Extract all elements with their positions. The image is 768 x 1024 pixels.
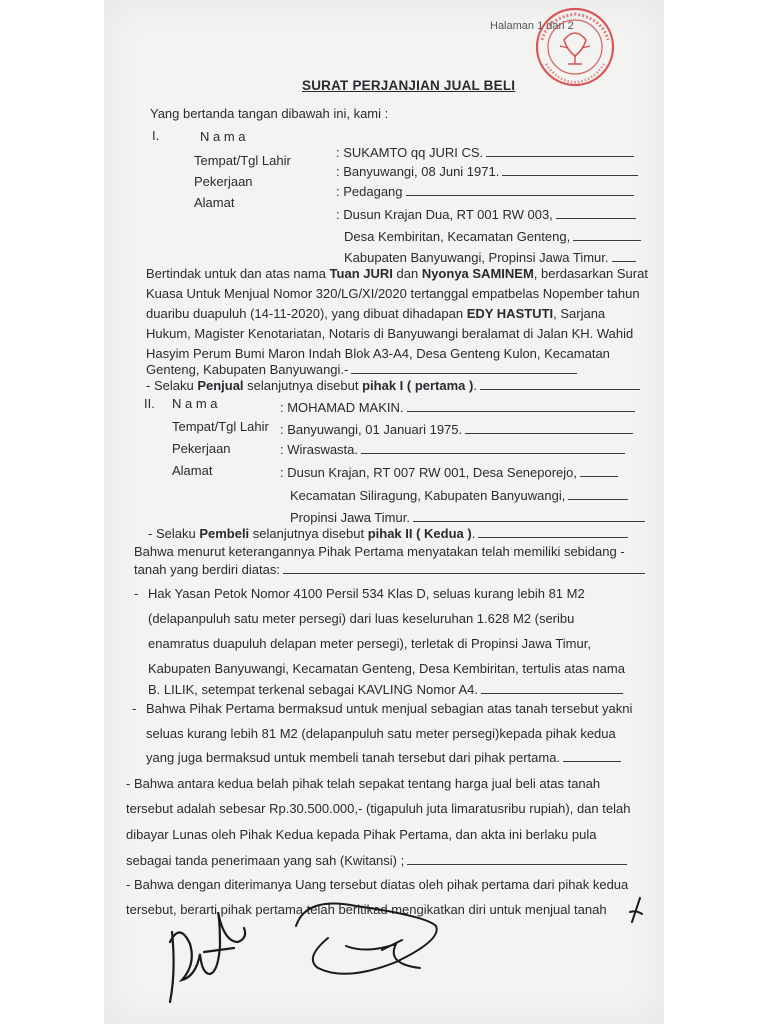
party2-number: II. <box>144 396 155 411</box>
party2-address-line3: Propinsi Jawa Timur. <box>290 510 645 526</box>
acting-line-2: Kuasa Untuk Menjual Nomor 320/LG/XI/2020 tertanggal empatbelas Nopember tahun <box>146 286 640 301</box>
item2-line-2: seluas kurang lebih 81 M2 (delapanpuluh satu meter persegi)kepada pihak kedua <box>146 726 616 741</box>
item1-line-4: Kabupaten Banyuwangi, Kecamatan Genteng, Desa Kembiritan, tertulis atas nama <box>148 661 625 676</box>
acting-line-4: Hukum, Magister Kenotariatan, Notaris di Banyuwangi beralamat di Jalan KH. Wahid <box>146 326 634 341</box>
item1-line-3: enamratus duapuluh delapan meter persegi), terletak di Propinsi Jawa Timur, <box>148 636 591 651</box>
acting-line-3: duaribu duapuluh (14-11-2020), yang dibuat dihadapan EDY HASTUTI, Sarjana <box>146 306 606 321</box>
buyer-role-line: - Selaku Pembeli selanjutnya disebut pihak II ( Kedua ). <box>148 526 628 542</box>
party2-value-address: : Dusun Krajan, RT 007 RW 001, Desa Seneporejo, <box>280 465 618 481</box>
notary-stamp <box>534 6 616 88</box>
party2-address-line2: Kecamatan Siliragung, Kabupaten Banyuwangi, <box>290 488 628 504</box>
acting-line-5: Hasyim Perum Bumi Maron Indah Blok A3-A4, Desa Genteng Kulon, Kecamatan <box>146 346 610 361</box>
item4-line-2: tersebut, berarti pihak pertama telah beritikad mengikatkan diri untuk menjual tanah <box>126 902 607 917</box>
party2-label-name: N a m a <box>172 396 218 411</box>
party2-value-birth: : Banyuwangi, 01 Januari 1975. <box>280 422 633 438</box>
party2-label-job: Pekerjaan <box>172 441 231 456</box>
item4-line-1: - Bahwa dengan diterimanya Uang tersebut diatas oleh pihak pertama dari pihak kedua <box>126 877 629 892</box>
party1-number: I. <box>152 128 160 143</box>
party1-value-name: : SUKAMTO qq JURI CS. <box>336 145 634 161</box>
party1-label-name: N a m a <box>200 129 246 144</box>
initial-mark <box>626 896 646 926</box>
seller-role-line: - Selaku Penjual selanjutnya disebut pihak I ( pertama ). <box>146 378 640 394</box>
item3-line-1: - Bahwa antara kedua belah pihak telah sepakat tentang harga jual beli atas tanah <box>126 776 601 791</box>
item3-line-4: sebagai tanda penerimaan yang sah (Kwitansi) ; <box>126 853 627 869</box>
item1-line-2: (delapanpuluh satu meter persegi) dari luas keseluruhan 1.628 M2 (seribu <box>148 611 575 626</box>
signature-right <box>286 896 446 986</box>
document-page <box>104 0 664 1024</box>
party2-label-birth: Tempat/Tgl Lahir <box>172 419 269 434</box>
party1-label-address: Alamat <box>194 195 235 210</box>
party1-value-birth: : Banyuwangi, 08 Juni 1971. <box>336 164 638 180</box>
item2-bullet: - <box>132 701 137 716</box>
party1-address-line2: Desa Kembiritan, Kecamatan Genteng, <box>344 229 641 245</box>
party1-address-line3: Kabupaten Banyuwangi, Propinsi Jawa Timur. <box>344 250 636 266</box>
item3-line-2: tersebut adalah sebesar Rp.30.500.000,- (tigapuluh juta limaratusribu rupiah), dan telah <box>126 801 631 816</box>
item1-line-1: Hak Yasan Petok Nomor 4100 Persil 534 Klas D, seluas kurang lebih 81 M2 <box>148 586 585 601</box>
acting-line-1: Bertindak untuk dan atas nama Tuan JURI dan Nyonya SAMINEM, berdasarkan Surat <box>146 266 648 281</box>
statement-line-2: tanah yang berdiri diatas: <box>134 562 645 578</box>
statement-line-1: Bahwa menurut keterangannya Pihak Pertama menyatakan telah memiliki sebidang - <box>134 544 625 559</box>
acting-line-6: Genteng, Kabupaten Banyuwangi.- <box>146 362 577 378</box>
item3-line-3: dibayar Lunas oleh Pihak Kedua kepada Pihak Pertama, dan akta ini berlaku pula <box>126 827 597 842</box>
item2-line-3: yang juga bermaksud untuk membeli tanah tersebut dari pihak pertama. <box>146 750 621 766</box>
party1-value-address: : Dusun Krajan Dua, RT 001 RW 003, <box>336 207 636 223</box>
item1-bullet: - <box>134 586 139 601</box>
party2-value-name: : MOHAMAD MAKIN. <box>280 400 635 416</box>
party1-label-job: Pekerjaan <box>194 174 253 189</box>
item2-line-1: Bahwa Pihak Pertama bermaksud untuk menjual sebagian atas tanah tersebut yakni <box>146 701 633 716</box>
item1-line-5: B. LILIK, setempat terkenal sebagai KAVLING Nomor A4. <box>148 682 623 698</box>
party2-value-job: : Wiraswasta. <box>280 442 625 458</box>
intro-text: Yang bertanda tangan dibawah ini, kami : <box>150 106 389 121</box>
document-title: SURAT PERJANJIAN JUAL BELI <box>302 78 516 93</box>
page-number-label: Halaman 1 dari 2 <box>490 20 574 32</box>
party1-label-birth: Tempat/Tgl Lahir <box>194 153 291 168</box>
party2-label-address: Alamat <box>172 463 213 478</box>
signature-left <box>164 912 264 1008</box>
party1-value-job: : Pedagang <box>336 184 634 200</box>
